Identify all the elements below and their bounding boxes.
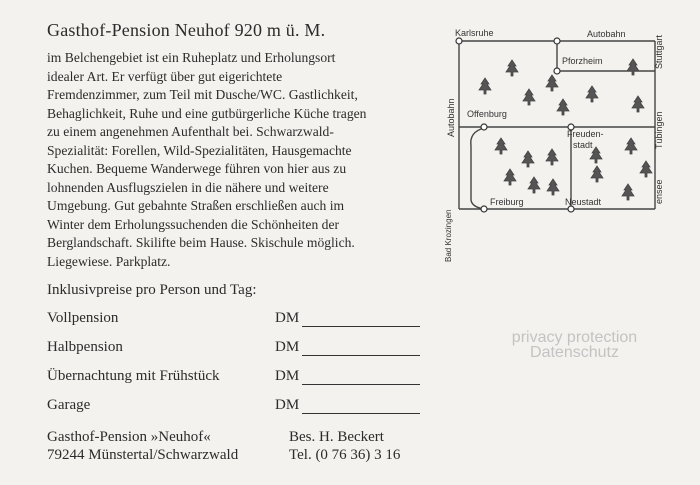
label-freudenstadt-2: stadt (573, 140, 593, 150)
description-line: Liegewiese. Parkplatz. (47, 253, 171, 269)
label-freiburg: Freiburg (490, 197, 524, 207)
town-freiburg (481, 206, 487, 212)
description-line: Umgebung. Gut gebahnte Straßen erschließen auch im (47, 198, 345, 213)
price-label: Garage (47, 397, 91, 413)
price-row-vollpension (47, 310, 427, 330)
description-line: Berglandschaft. Skilifte beim Hause. Skischule möglich. (47, 235, 355, 250)
tree-icon (547, 179, 559, 195)
tree-icon (523, 89, 535, 105)
description-line: Kuchen. Bequeme Wanderwege führen von hier aus zu (47, 161, 347, 176)
page-title: Gasthof-Pension Neuhof 920 m ü. M. (47, 20, 326, 40)
tree-icon (591, 166, 603, 182)
road-curve (471, 128, 484, 209)
tree-icon (622, 184, 634, 200)
description (47, 49, 425, 271)
currency-label: DM (275, 397, 300, 413)
town-pforzheim (554, 68, 560, 74)
price-row-uebernachtung (47, 368, 427, 388)
tree-icon (557, 99, 569, 115)
label-karlsruhe: Karlsruhe (455, 28, 494, 38)
tree-icon (504, 169, 516, 185)
footer-address (47, 428, 238, 464)
description-line: Behaglichkeit, Ruhe und eine gutbürgerliche Küche tragen (47, 105, 367, 121)
description-line: Fremdenzimmer, zum Teil mit Dusche/WC. Gastlichkeit, (47, 87, 358, 102)
tree-icon (586, 86, 598, 102)
map-trees (479, 59, 652, 200)
description-line: lohnenden Ausflugszielen in die nähere und weitere (47, 179, 329, 195)
price-blank-line (302, 384, 420, 385)
prices-heading: Inklusivpreise pro Person und Tag: (47, 282, 257, 298)
footer-phone: Tel. (0 76 36) 3 16 (289, 447, 401, 463)
label-bodensee: ensee (654, 179, 664, 204)
town-karlsruhe (456, 38, 462, 44)
price-label: Halbpension (47, 339, 123, 355)
price-blank-line (302, 326, 420, 327)
price-label: Vollpension (47, 310, 119, 326)
price-label: Übernachtung mit Frühstück (47, 368, 220, 384)
privacy-line-2: Datenschutz (530, 344, 619, 361)
description-line: idealer Art. Er verfügt über gut eigerichtete (47, 68, 283, 84)
tree-icon (522, 151, 534, 167)
price-blank-line (302, 355, 420, 356)
tree-icon (625, 138, 637, 154)
label-tuebingen: Tübingen (654, 111, 664, 149)
footer-contact (289, 428, 400, 464)
currency-label: DM (275, 339, 300, 355)
map-roads (459, 41, 655, 209)
tree-icon (640, 161, 652, 177)
price-row-garage (47, 397, 427, 417)
price-row-halbpension (47, 339, 427, 359)
label-freudenstadt-1: Freuden- (567, 129, 604, 139)
label-offenburg: Offenburg (467, 109, 507, 119)
label-stuttgart: Stuttgart (654, 34, 664, 69)
privacy-watermark (497, 330, 652, 360)
tree-icon (495, 138, 507, 154)
price-blank-line (302, 413, 420, 414)
footer-address-line: 79244 Münstertal/Schwarzwald (47, 447, 239, 463)
label-autobahn-left: Autobahn (446, 98, 456, 137)
footer-name: Gasthof-Pension »Neuhof« (47, 429, 211, 445)
location-map (441, 24, 666, 264)
tree-icon (546, 149, 558, 165)
tree-icon (528, 177, 540, 193)
currency-label: DM (275, 368, 300, 384)
description-line: im Belchengebiet ist ein Ruheplatz und Erholungsort (47, 50, 336, 65)
tree-icon (506, 60, 518, 76)
description-line: zu einem angenehmen Aufenthalt bei. Schwarzwald- (47, 124, 334, 139)
currency-label: DM (275, 310, 300, 326)
label-pforzheim: Pforzheim (562, 56, 603, 66)
town-offenburg (481, 124, 487, 130)
town-junction (554, 38, 560, 44)
label-autobahn-top: Autobahn (587, 29, 626, 39)
description-line: Spezialität: Forellen, Wild-Spezialitäten, Hausgemachte (47, 142, 352, 158)
label-neustadt: Neustadt (565, 197, 602, 207)
tree-icon (627, 59, 639, 75)
description-line: Winter dem Erholungssuchenden die Schönheiten der (47, 216, 340, 232)
label-bad-krozingen: Bad Krozingen (444, 209, 453, 262)
footer-owner: Bes. H. Beckert (289, 429, 384, 445)
privacy-line-1: privacy protection (511, 329, 638, 346)
tree-icon (632, 96, 644, 112)
tree-icon (479, 78, 491, 94)
tree-icon (546, 75, 558, 91)
